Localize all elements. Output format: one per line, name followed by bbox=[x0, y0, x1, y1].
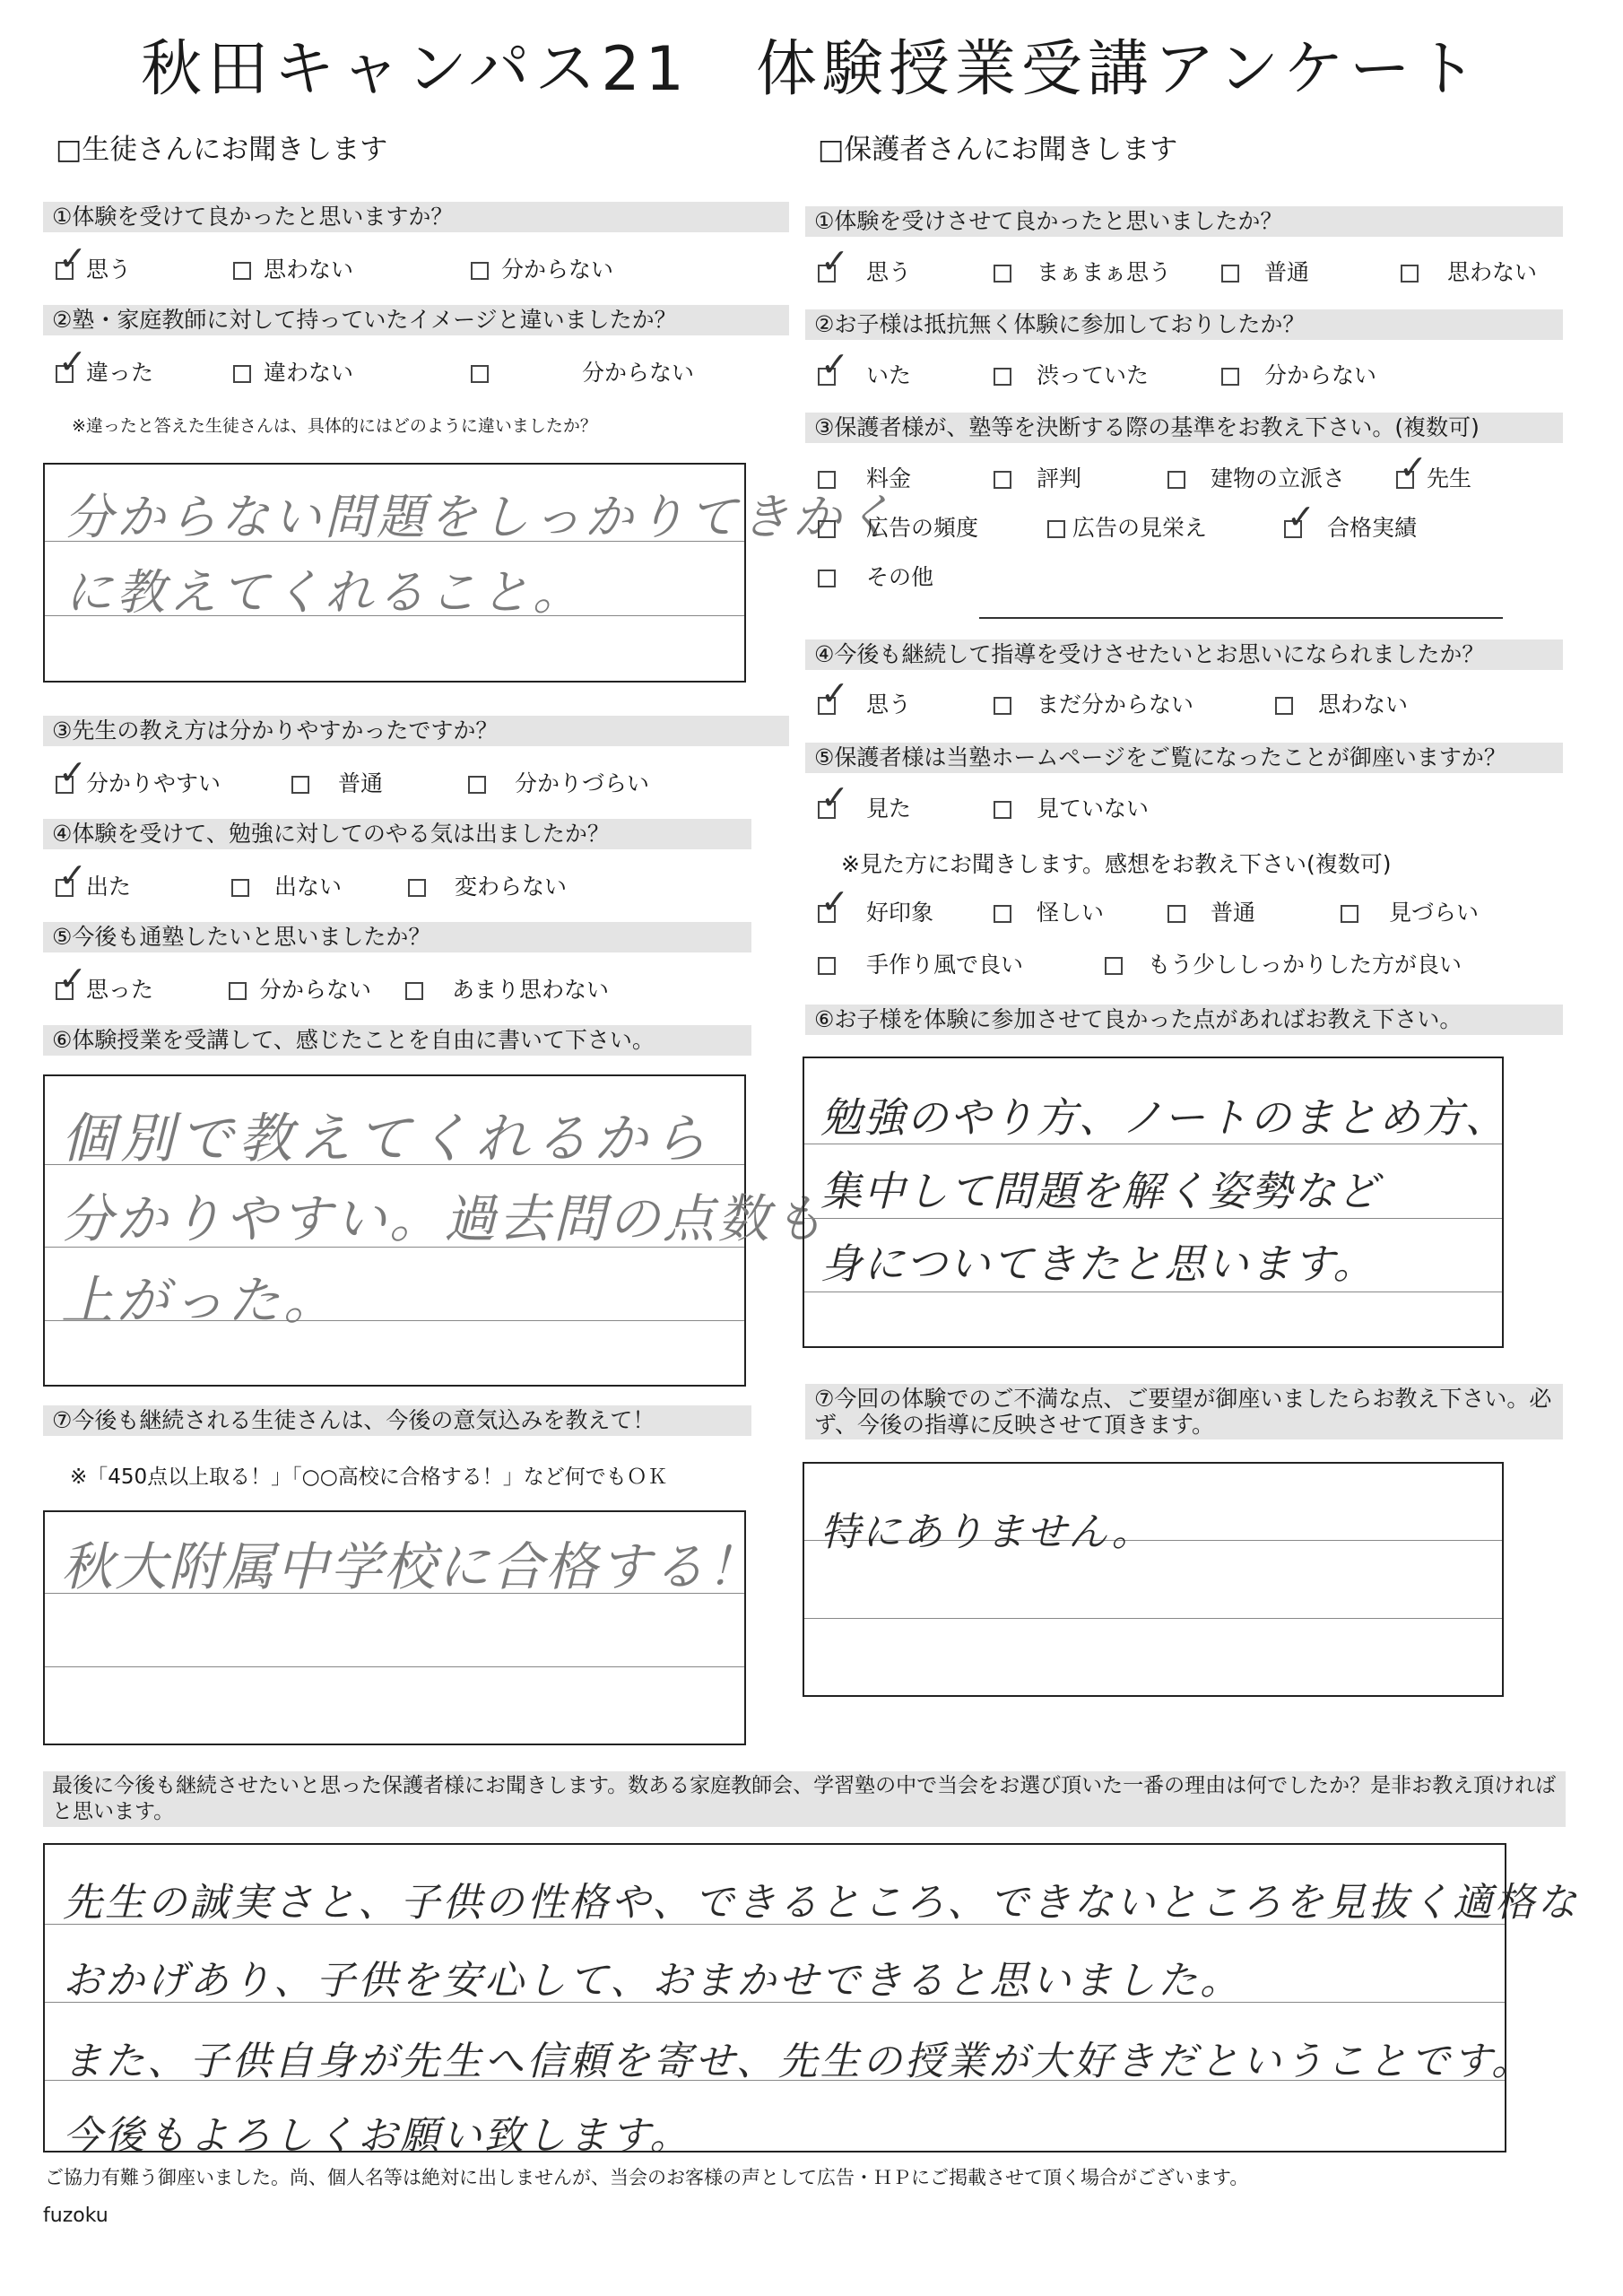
parent-q3-option-teacher[interactable]: ✓ 先生 bbox=[1396, 465, 1471, 493]
student-q2-option-3[interactable]: 分からない bbox=[471, 359, 694, 387]
checkbox[interactable] bbox=[994, 697, 1011, 715]
parent-q1-option-2[interactable]: まぁまぁ思う bbox=[994, 258, 1171, 287]
student-q2-option-2[interactable]: 違わない bbox=[233, 359, 353, 387]
student-q6-label: ⑥体験授業を受講して、感じたことを自由に書いて下さい。 bbox=[43, 1025, 751, 1056]
student-q3-label: ③先生の教え方は分かりやすかったですか？ bbox=[43, 716, 789, 746]
student-q2-option-1[interactable]: ✓違った bbox=[56, 359, 153, 387]
checkbox[interactable] bbox=[994, 905, 1011, 923]
parent-q5-label: ⑤保護者様は当塾ホームページをご覧になったことが御座いますか？ bbox=[805, 743, 1563, 773]
student-q5-option-3[interactable]: あまり思わない bbox=[405, 976, 609, 1004]
checkbox[interactable] bbox=[233, 365, 251, 383]
checkbox[interactable] bbox=[471, 365, 489, 383]
checkbox[interactable] bbox=[1401, 265, 1419, 283]
final-question-label: 最後に今後も継続させたいと思った保護者様にお聞きします。数ある家庭教師会、学習塾の中で当会をお選び頂いた一番の理由は何でしたか？是非お教え頂ければと思います。 bbox=[43, 1771, 1566, 1827]
student-q3-option-1[interactable]: ✓分かりやすい bbox=[56, 770, 221, 798]
final-answer-line-4: 今後もよろしくお願い致します。 bbox=[63, 2113, 692, 2159]
checkbox[interactable] bbox=[994, 471, 1011, 489]
checkbox[interactable] bbox=[405, 982, 423, 1000]
checkbox-checked[interactable] bbox=[818, 368, 836, 386]
parent-q2-option-1[interactable]: ✓いた bbox=[818, 361, 911, 390]
final-answer-box[interactable] bbox=[43, 1843, 1580, 2159]
parent-q1-option-3[interactable]: 普通 bbox=[1221, 258, 1309, 287]
parent-q1-label: ①体験を受けさせて良かったと思いましたか？ bbox=[805, 206, 1563, 237]
checkbox-checked[interactable] bbox=[56, 776, 74, 794]
student-q7-label: ⑦今後も継続される生徒さんは、今後の意気込みを教えて！ bbox=[43, 1405, 751, 1436]
checkbox-checked[interactable] bbox=[818, 265, 836, 283]
student-q1-option-2[interactable]: 思わない bbox=[233, 256, 353, 284]
checkbox[interactable] bbox=[994, 265, 1011, 283]
parent-q7-label: ⑦今回の体験でのご不満な点、ご要望が御座いましたらお教え下さい。必ず、今後の指導に反映させて頂きます。 bbox=[805, 1384, 1563, 1439]
checkbox[interactable] bbox=[1275, 697, 1293, 715]
checkbox[interactable] bbox=[1047, 520, 1065, 538]
parent-q3-option-fee[interactable]: 料金 bbox=[818, 465, 911, 493]
parent-q5-impression-4[interactable]: 見づらい bbox=[1341, 899, 1479, 927]
page-title: 秋田キャンパス21 体験授業受講アンケート bbox=[141, 34, 1482, 105]
checkbox[interactable] bbox=[1167, 471, 1185, 489]
parent-q5-option-2[interactable]: 見ていない bbox=[994, 795, 1149, 823]
final-answer-line-3: また、子供自身が先生へ信頼を寄せ、先生の授業が大好きだということです。 bbox=[63, 2039, 1534, 2084]
checkbox[interactable] bbox=[818, 957, 836, 975]
checkbox-checked[interactable] bbox=[56, 365, 74, 383]
checkbox[interactable] bbox=[818, 520, 836, 538]
student-q7-note: ※「450点以上取る！」「○○高校に合格する！」など何でもＯＫ bbox=[70, 1465, 668, 1489]
parent-q4-label: ④今後も継続して指導を受けさせたいとお思いになられましたか？ bbox=[805, 639, 1563, 670]
checkbox-checked[interactable] bbox=[56, 879, 74, 897]
student-q1-option-3[interactable]: 分からない bbox=[471, 256, 613, 284]
checkbox-checked[interactable] bbox=[818, 697, 836, 715]
checkbox[interactable] bbox=[229, 982, 247, 1000]
student-q6-answer-box[interactable] bbox=[43, 1074, 828, 1387]
student-q6-answer-line-1: 個別で教えてくれるから bbox=[61, 1108, 712, 1170]
parent-q5-impression-5[interactable]: 手作り風で良い bbox=[818, 951, 1023, 979]
student-q2-label: ②塾・家庭教師に対して持っていたイメージと違いましたか？ bbox=[43, 305, 789, 335]
student-q2-note: ※違ったと答えた生徒さんは、具体的にはどのように違いましたか？ bbox=[72, 416, 597, 436]
student-q1-label: ①体験を受けて良かったと思いますか？ bbox=[43, 202, 789, 232]
checkbox[interactable] bbox=[1221, 265, 1239, 283]
parent-q4-option-1[interactable]: ✓思う bbox=[818, 691, 911, 719]
parent-q3-option-ad-frequency[interactable]: 広告の頻度 bbox=[818, 514, 978, 543]
checkbox-checked[interactable] bbox=[56, 262, 74, 280]
parent-q2-option-3[interactable]: 分からない bbox=[1221, 361, 1376, 390]
checkbox[interactable] bbox=[1221, 368, 1239, 386]
checkbox-checked[interactable] bbox=[1396, 471, 1414, 489]
student-q4-option-2[interactable]: 出ない bbox=[231, 873, 342, 901]
checkbox[interactable] bbox=[408, 879, 426, 897]
checkbox[interactable] bbox=[231, 879, 249, 897]
student-q2-answer-line-2: に教えてくれること。 bbox=[65, 564, 585, 621]
parent-q3-option-results[interactable]: ✓ 合格実績 bbox=[1284, 514, 1417, 543]
student-q3-option-3[interactable]: 分かりづらい bbox=[468, 770, 649, 798]
checkbox[interactable] bbox=[291, 776, 309, 794]
student-q5-option-1[interactable]: ✓思った bbox=[56, 976, 153, 1004]
checkbox[interactable] bbox=[994, 801, 1011, 819]
student-q6-answer-line-2: 分かりやすい。過去問の点数も bbox=[61, 1188, 828, 1249]
checkbox[interactable] bbox=[468, 776, 486, 794]
checkbox-checked[interactable] bbox=[1284, 520, 1302, 538]
parent-q7-answer-box[interactable] bbox=[803, 1462, 1504, 1697]
parent-q3-option-reputation[interactable]: 評判 bbox=[994, 465, 1081, 493]
parent-q6-answer-box[interactable] bbox=[803, 1057, 1508, 1348]
student-q5-option-2[interactable]: 分からない bbox=[229, 976, 371, 1004]
parent-q7-answer-line-1: 特にありません。 bbox=[820, 1509, 1153, 1555]
other-write-in-line[interactable] bbox=[979, 617, 1503, 619]
checkbox-checked[interactable] bbox=[818, 801, 836, 819]
parent-q3-option-ad-appearance[interactable]: 広告の見栄え bbox=[1047, 514, 1207, 543]
checkbox[interactable] bbox=[1167, 905, 1185, 923]
student-q4-option-1[interactable]: ✓出た bbox=[56, 873, 131, 901]
parent-q3-label: ③保護者様が、塾等を決断する際の基準をお教え下さい。(複数可) bbox=[805, 413, 1563, 443]
footer-tag: fuzoku bbox=[43, 2205, 108, 2227]
parent-q3-option-other[interactable]: その他 bbox=[818, 563, 933, 592]
checkbox-checked[interactable] bbox=[56, 982, 74, 1000]
student-q3-option-2[interactable]: 普通 bbox=[291, 770, 383, 798]
student-q1-option-1[interactable]: ✓思う bbox=[56, 256, 131, 284]
checkbox[interactable] bbox=[818, 471, 836, 489]
parent-q4-option-3[interactable]: 思わない bbox=[1275, 691, 1408, 719]
parent-q6-answer-line-1: 勉強のやり方、ノートのまとめ方、 bbox=[820, 1093, 1508, 1142]
parent-q4-option-2[interactable]: まだ分からない bbox=[994, 691, 1193, 719]
parent-q1-option-1[interactable]: ✓思う bbox=[818, 258, 911, 287]
student-q5-label: ⑤今後も通塾したいと思いましたか？ bbox=[43, 922, 751, 952]
checkbox[interactable] bbox=[1341, 905, 1358, 923]
parent-q5-note: ※見た方にお聞きします。感想をお教え下さい(複数可) bbox=[841, 851, 1392, 877]
checkbox[interactable] bbox=[233, 262, 251, 280]
student-q2-answer-line-1: 分からない問題をしっかりてきかく bbox=[65, 489, 897, 545]
parent-q6-label: ⑥お子様を体験に参加させて良かった点があればお教え下さい。 bbox=[805, 1004, 1563, 1035]
parent-q6-answer-line-2: 集中して問題を解く姿勢など bbox=[820, 1167, 1380, 1215]
student-section-heading: □生徒さんにお聞きします bbox=[56, 134, 388, 166]
checkbox[interactable] bbox=[471, 262, 489, 280]
final-answer-line-2: おかげあり、子供を安心して、おまかせできると思いました。 bbox=[63, 1958, 1243, 2004]
parent-q1-option-4[interactable]: 思わない bbox=[1401, 258, 1537, 287]
checkbox[interactable] bbox=[818, 570, 836, 587]
student-q7-answer-line-1: 秋大附属中学校に合格する！ bbox=[61, 1536, 761, 1597]
parent-q6-answer-line-3: 身についてきたと思います。 bbox=[820, 1239, 1376, 1288]
final-answer-line-1: 先生の誠実さと、子供の性格や、できるところ、できないところを見抜く適格な bbox=[63, 1880, 1580, 1926]
checkbox-checked[interactable] bbox=[818, 905, 836, 923]
student-q4-label: ④体験を受けて、勉強に対してのやる気は出ましたか？ bbox=[43, 819, 751, 849]
checkbox[interactable] bbox=[1105, 957, 1123, 975]
student-q4-option-3[interactable]: 変わらない bbox=[408, 873, 567, 901]
parent-section-heading: □保護者さんにお聞きします bbox=[818, 134, 1178, 166]
parent-q5-impression-6[interactable]: もう少ししっかりした方が良い bbox=[1105, 951, 1462, 979]
parent-q5-impression-1[interactable]: ✓好印象 bbox=[818, 899, 933, 927]
parent-q5-impression-3[interactable]: 普通 bbox=[1167, 899, 1255, 927]
parent-q2-option-2[interactable]: 渋っていた bbox=[994, 361, 1149, 390]
checkbox[interactable] bbox=[994, 368, 1011, 386]
student-q6-answer-line-3: 上がった。 bbox=[61, 1270, 340, 1331]
footer-thanks: ご協力有難う御座いました。尚、個人名等は絶対に出しませんが、当会のお客様の声として広告・ＨＰにご掲載させて頂く場合がございます。 bbox=[45, 2167, 1249, 2188]
parent-q3-option-building[interactable]: 建物の立派さ bbox=[1167, 465, 1345, 493]
parent-q5-impression-2[interactable]: 怪しい bbox=[994, 899, 1104, 927]
student-q7-answer-box[interactable] bbox=[43, 1510, 761, 1745]
parent-q2-label: ②お子様は抵抗無く体験に参加しておりしたか？ bbox=[805, 309, 1563, 340]
parent-q5-option-1[interactable]: ✓見た bbox=[818, 795, 911, 823]
